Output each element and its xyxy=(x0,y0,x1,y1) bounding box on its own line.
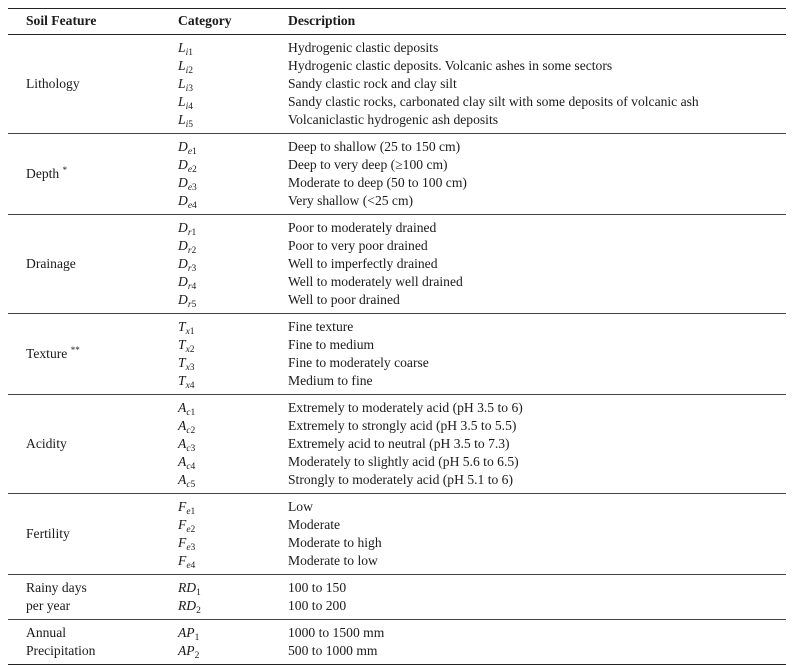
category-code-base: A xyxy=(178,400,187,415)
description-cell xyxy=(288,134,786,215)
soil-feature-cell xyxy=(8,314,178,395)
description-text: Poor to moderately drained xyxy=(288,220,437,235)
category-code-number: 3 xyxy=(192,183,197,193)
soil-feature-label: Annual xyxy=(26,625,67,640)
category-code-base: T xyxy=(178,355,186,370)
category-code-base: AP xyxy=(178,625,195,640)
category-code-base: A xyxy=(178,418,187,433)
description-cell xyxy=(288,395,786,494)
category-code xyxy=(178,399,287,417)
soil-feature-cell xyxy=(8,215,178,314)
category-code-letter: e xyxy=(187,183,193,193)
category-cell xyxy=(178,620,288,665)
category-code xyxy=(178,291,287,309)
category-code xyxy=(178,579,287,597)
category-code-letter: e xyxy=(186,543,191,553)
description-text: Very shallow (<25 cm) xyxy=(288,193,414,208)
category-code-base: D xyxy=(178,157,188,172)
description-text: Extremely acid to neutral (pH 3.5 to 7.3) xyxy=(288,436,510,451)
category-code xyxy=(178,435,287,453)
category-code xyxy=(178,219,287,237)
category-code xyxy=(178,552,287,570)
category-code-number: 3 xyxy=(190,543,196,553)
soil-feature-cell xyxy=(8,134,178,215)
category-code xyxy=(178,192,287,210)
category-code-base: D xyxy=(178,220,188,235)
soil-feature-label: Drainage xyxy=(26,256,76,271)
soil-feature-cell xyxy=(8,494,178,575)
soil-feature-label: Depth xyxy=(26,166,60,181)
description-text: Volcaniclastic hydrogenic ash deposits xyxy=(288,112,499,127)
category-code xyxy=(178,453,287,471)
category-code-number: 5 xyxy=(191,300,197,310)
footnote-marker: * xyxy=(62,165,68,175)
category-code-base: D xyxy=(178,139,188,154)
category-code-number: 2 xyxy=(190,525,196,535)
category-code-base: RD xyxy=(178,598,197,613)
category-code-number: 2 xyxy=(192,165,197,175)
category-code-letter: e xyxy=(186,525,191,535)
table-row-group xyxy=(8,575,786,620)
description-text: Moderate to low xyxy=(288,553,378,568)
category-code-number: 1 xyxy=(189,327,195,337)
description-text: Sandy clastic rock and clay silt xyxy=(288,76,457,91)
soil-feature-label: Precipitation xyxy=(26,643,96,658)
header-row xyxy=(8,9,786,35)
category-code-base: A xyxy=(178,436,187,451)
description-text: Poor to very poor drained xyxy=(288,238,428,253)
category-code xyxy=(178,318,287,336)
category-code-subscript xyxy=(195,651,200,661)
category-code xyxy=(178,156,287,174)
category-code-base: RD xyxy=(178,580,197,595)
category-code-base: A xyxy=(178,472,187,487)
table-row-group xyxy=(8,494,786,575)
category-code-letter: i xyxy=(185,84,189,94)
category-code-base: L xyxy=(178,76,186,91)
description-cell xyxy=(288,35,786,134)
category-code xyxy=(178,255,287,273)
category-code-base: F xyxy=(178,535,187,550)
category-code-number: 3 xyxy=(189,363,195,373)
category-code-letter: i xyxy=(185,48,189,58)
category-code-subscript xyxy=(188,201,197,211)
category-cell xyxy=(178,575,288,620)
category-code-base: D xyxy=(178,238,188,253)
soil-feature-cell xyxy=(8,620,178,665)
category-code-base: D xyxy=(178,193,188,208)
soil-feature-label: Acidity xyxy=(26,436,67,451)
category-code-number: 4 xyxy=(189,381,195,391)
category-code-number: 3 xyxy=(191,264,197,274)
category-cell xyxy=(178,494,288,575)
soil-feature-cell xyxy=(8,395,178,494)
category-code xyxy=(178,534,287,552)
category-code-letter: c xyxy=(186,426,191,436)
category-code-number: 1 xyxy=(192,147,197,157)
category-code-number: 2 xyxy=(190,426,196,436)
category-code-letter: x xyxy=(185,345,190,355)
description-text: Deep to shallow (25 to 150 cm) xyxy=(288,139,461,154)
category-code-letter: e xyxy=(186,561,191,571)
category-code-number: 1 xyxy=(188,48,193,58)
category-code-letter: c xyxy=(186,462,191,472)
category-code-base: A xyxy=(178,454,187,469)
category-cell xyxy=(178,314,288,395)
category-code-base: AP xyxy=(178,643,195,658)
table-row-group xyxy=(8,314,786,395)
category-code-letter: i xyxy=(185,66,189,76)
description-text: Well to moderately well drained xyxy=(288,274,463,289)
category-code xyxy=(178,237,287,255)
category-code-number: 5 xyxy=(190,480,196,490)
category-code-letter: x xyxy=(185,381,190,391)
header-category: Category xyxy=(178,9,288,35)
category-code-subscript xyxy=(186,480,195,490)
description-text: Extremely to moderately acid (pH 3.5 to 6) xyxy=(288,400,523,415)
category-code-letter: c xyxy=(186,480,191,490)
description-cell xyxy=(288,494,786,575)
category-code-number: 3 xyxy=(188,84,193,94)
category-code-subscript xyxy=(186,381,195,391)
category-code-number: 3 xyxy=(190,444,196,454)
category-code-subscript xyxy=(186,561,195,571)
soil-feature-label: Rainy days xyxy=(26,580,87,595)
soil-feature-label: Texture xyxy=(26,346,68,361)
description-text: Moderately to slightly acid (pH 5.6 to 6.5) xyxy=(288,454,519,469)
category-code xyxy=(178,597,287,615)
category-code-letter: c xyxy=(186,444,191,454)
table-header xyxy=(8,9,786,35)
soil-feature-table xyxy=(8,8,786,665)
category-code-base: L xyxy=(178,94,186,109)
category-code-number: 2 xyxy=(191,246,197,256)
soil-feature-cell xyxy=(8,35,178,134)
description-text: 1000 to 1500 mm xyxy=(288,625,385,640)
description-cell xyxy=(288,575,786,620)
description-text: Hydrogenic clastic deposits. Volcanic ashes in some sectors xyxy=(288,58,613,73)
table-row-group xyxy=(8,620,786,665)
category-code-subscript xyxy=(188,300,196,310)
description-text: Moderate to high xyxy=(288,535,382,550)
category-code-number: 1 xyxy=(194,633,200,643)
table-body xyxy=(8,35,786,665)
soil-feature-cell xyxy=(8,575,178,620)
soil-feature-label: per year xyxy=(26,598,71,613)
description-cell xyxy=(288,215,786,314)
category-code-number: 4 xyxy=(188,102,193,112)
category-code xyxy=(178,516,287,534)
category-code xyxy=(178,111,287,129)
description-text: Deep to very deep (≥100 cm) xyxy=(288,157,448,172)
category-code-number: 1 xyxy=(196,588,201,598)
category-code-base: L xyxy=(178,112,186,127)
description-text: Well to imperfectly drained xyxy=(288,256,438,271)
category-code-letter: i xyxy=(185,120,189,130)
header-soil-feature: Soil Feature xyxy=(8,9,178,35)
category-code xyxy=(178,75,287,93)
description-text: Low xyxy=(288,499,313,514)
description-text: 500 to 1000 mm xyxy=(288,643,378,658)
category-code xyxy=(178,174,287,192)
category-code-letter: i xyxy=(185,102,189,112)
category-code xyxy=(178,624,287,642)
category-code-letter: r xyxy=(187,300,192,310)
category-code-base: L xyxy=(178,58,186,73)
category-code-letter: c xyxy=(186,408,191,418)
category-code-number: 1 xyxy=(190,507,196,517)
description-text: Medium to fine xyxy=(288,373,373,388)
category-code-number: 4 xyxy=(190,462,196,472)
category-code-letter: e xyxy=(187,201,193,211)
category-code-base: L xyxy=(178,40,186,55)
category-code xyxy=(178,39,287,57)
description-text: Well to poor drained xyxy=(288,292,400,307)
category-code-number: 4 xyxy=(191,282,197,292)
category-code-letter: e xyxy=(187,147,193,157)
category-cell xyxy=(178,35,288,134)
category-code xyxy=(178,273,287,291)
category-code-number: 4 xyxy=(192,201,197,211)
category-code xyxy=(178,138,287,156)
category-code-base: D xyxy=(178,292,188,307)
table-row-group xyxy=(8,395,786,494)
category-code-letter: x xyxy=(185,363,190,373)
description-text: Moderate to deep (50 to 100 cm) xyxy=(288,175,467,190)
category-code-number: 5 xyxy=(188,120,193,130)
category-code xyxy=(178,372,287,390)
category-code-letter: r xyxy=(187,282,192,292)
category-code xyxy=(178,93,287,111)
category-code-number: 1 xyxy=(190,408,196,418)
category-code-base: T xyxy=(178,337,186,352)
footnote-marker: ** xyxy=(70,345,80,355)
category-code-letter: r xyxy=(187,246,192,256)
header-description: Description xyxy=(288,9,786,35)
category-code xyxy=(178,417,287,435)
category-code-letter: r xyxy=(187,264,192,274)
category-code-subscript xyxy=(196,606,201,616)
description-text: 100 to 150 xyxy=(288,580,347,595)
category-code-base: F xyxy=(178,553,187,568)
table-row-group xyxy=(8,35,786,134)
category-code-letter: r xyxy=(187,228,192,238)
category-cell xyxy=(178,395,288,494)
soil-feature-label: Lithology xyxy=(26,76,80,91)
category-code-base: F xyxy=(178,517,187,532)
description-text: Fine to medium xyxy=(288,337,375,352)
description-text: Fine texture xyxy=(288,319,354,334)
description-text: Sandy clastic rocks, carbonated clay silt with some deposits of volcanic ash xyxy=(288,94,699,109)
category-code-subscript xyxy=(186,120,193,130)
category-code-number: 2 xyxy=(189,345,195,355)
category-code xyxy=(178,498,287,516)
table-row-group xyxy=(8,134,786,215)
category-code-number: 1 xyxy=(191,228,197,238)
category-code-number: 2 xyxy=(188,66,193,76)
table-row-group xyxy=(8,215,786,314)
category-code xyxy=(178,336,287,354)
soil-feature-label: Fertility xyxy=(26,526,70,541)
category-code-base: F xyxy=(178,499,187,514)
description-text: Strongly to moderately acid (pH 5.1 to 6) xyxy=(288,472,514,487)
category-code-number: 2 xyxy=(194,651,200,661)
category-code-base: T xyxy=(178,373,186,388)
description-text: 100 to 200 xyxy=(288,598,347,613)
category-code-base: D xyxy=(178,256,188,271)
category-code-letter: e xyxy=(186,507,191,517)
category-cell xyxy=(178,215,288,314)
category-code-base: D xyxy=(178,274,188,289)
category-code xyxy=(178,57,287,75)
description-text: Moderate xyxy=(288,517,341,532)
description-text: Extremely to strongly acid (pH 3.5 to 5.5) xyxy=(288,418,517,433)
description-text: Fine to moderately coarse xyxy=(288,355,429,370)
category-code-letter: x xyxy=(185,327,190,337)
category-code-number: 4 xyxy=(190,561,196,571)
category-code xyxy=(178,354,287,372)
description-cell xyxy=(288,620,786,665)
description-text: Hydrogenic clastic deposits xyxy=(288,40,439,55)
category-code-letter: e xyxy=(187,165,193,175)
category-code-base: D xyxy=(178,175,188,190)
category-code xyxy=(178,471,287,489)
category-code-base: T xyxy=(178,319,186,334)
category-cell xyxy=(178,134,288,215)
category-code-number: 2 xyxy=(196,606,201,616)
description-cell xyxy=(288,314,786,395)
